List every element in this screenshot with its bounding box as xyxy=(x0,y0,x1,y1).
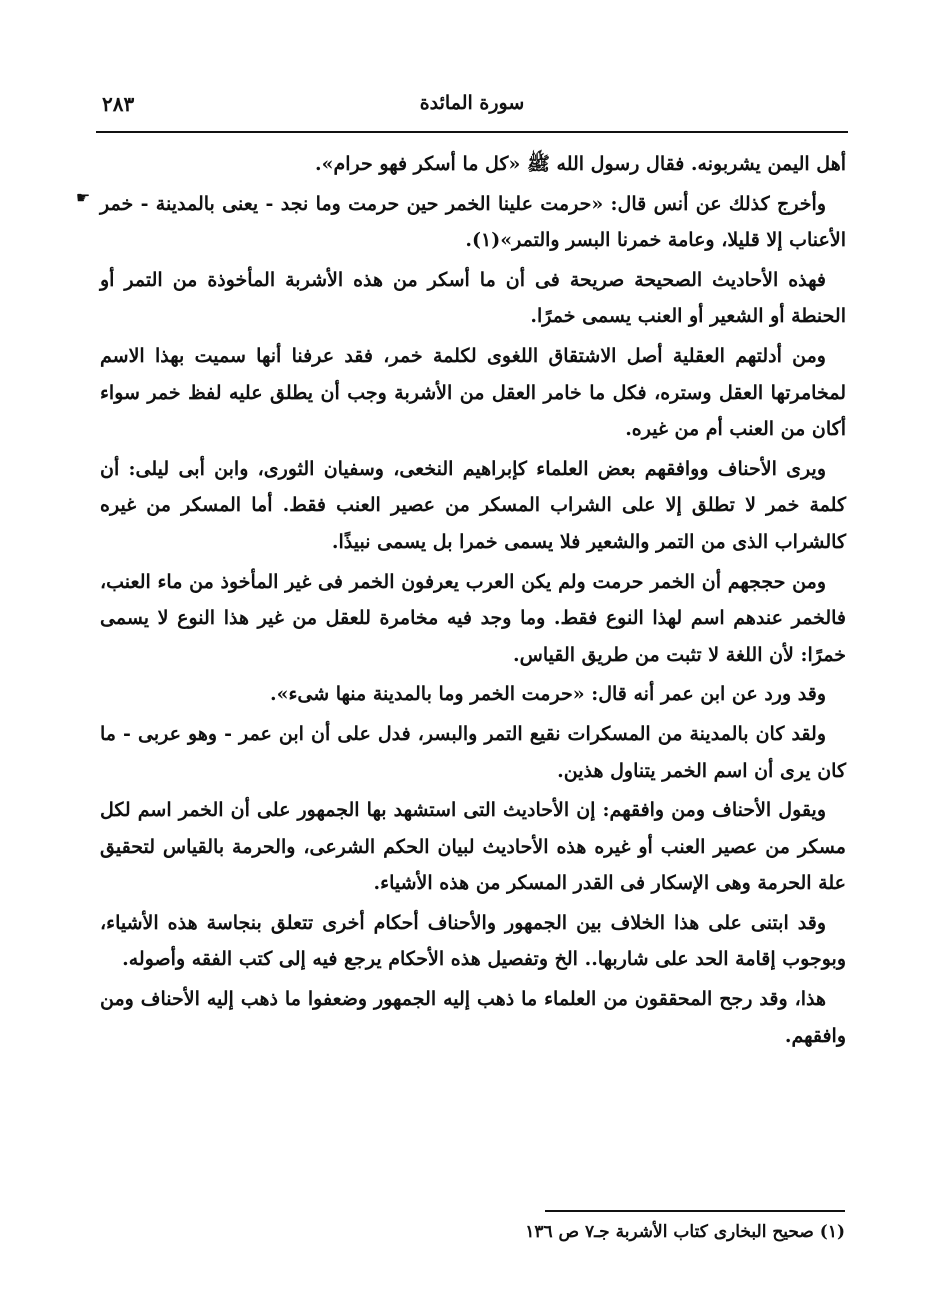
paragraph: ويرى الأحناف ووافقهم بعض العلماء كإبراهيم النخعى، وسفيان الثورى، وابن أبى ليلى: أن كلمة خمر لا تطلق إلا على الشراب المسكر من عصير العنب فقط. أما المسكر من غيره كالشراب الذى من التمر والشعير فلا يسمى خمرا بل يسمى نبيذًا. xyxy=(100,457,846,553)
paragraph: وقد ابتنى على هذا الخلاف بين الجمهور والأحناف أحكام أخرى تتعلق بنجاسة هذه الأشياء، وبوجوب إقامة الحد على شاربها.. الخ وتفصيل هذه الأحكام يرجع فيه إلى كتب الفقه وأصوله. xyxy=(100,911,846,971)
page-title: سورة المائدة xyxy=(419,92,525,114)
paragraph: هذا، وقد رجح المحققون من العلماء ما ذهب إليه الجمهور وضعفوا ما ذهب إليه الأحناف ومن وافقهم. xyxy=(100,988,846,1047)
paragraph: ولقد كان بالمدينة من المسكرات نقيع التمر والبسر، فدل على أن ابن عمر - وهو عربى - ما كان يرى أن اسم الخمر يتناول هذين. xyxy=(100,722,846,782)
paragraph: وأخرج كذلك عن أنس قال: «حرمت علينا الخمر حين حرمت وما نجد - يعنى بالمدينة - خمر الأعناب إلا قليلا، وعامة خمرنا البسر والتمر»(١). xyxy=(100,192,846,252)
page-number: ٢٨٣ xyxy=(102,92,135,116)
paragraph: وقد ورد عن ابن عمر أنه قال: «حرمت الخمر وما بالمدينة منها شىء». xyxy=(269,683,826,706)
header-rule xyxy=(96,131,848,133)
body-text xyxy=(100,146,846,1057)
pointing-hand-icon: ☛ xyxy=(75,188,91,207)
paragraph: ويقول الأحناف ومن وافقهم: إن الأحاديث التى استشهد بها الجمهور على أن الخمر اسم لكل مسكر من عصير العنب أو غيره هذه الأحاديث لبيان الحكم الشرعى، والحرمة بالقياس لتحقيق علة الحرمة وهى الإسكار فى القدر المسكر من هذه الأشياء. xyxy=(100,799,846,895)
footnote-rule xyxy=(545,1210,845,1212)
footnote: (١) صحيح البخارى كتاب الأشربة جـ٧ ص ١٣٦ xyxy=(525,1222,845,1242)
page-header xyxy=(96,86,848,126)
paragraph: ومن حججهم أن الخمر حرمت ولم يكن العرب يعرفون الخمر فى غير المأخوذ من ماء العنب، فالخمر عندهم اسم لهذا النوع فقط. وما وجد فيه مخامرة للعقل من غير هذا النوع لا يسمى خمرًا: لأن اللغة لا تثبت من طريق القياس. xyxy=(100,570,846,666)
paragraph: فهذه الأحاديث الصحيحة صريحة فى أن ما أسكر من هذه الأشربة المأخوذة من التمر أو الحنطة أو الشعير أو العنب يسمى خمرًا. xyxy=(100,268,846,328)
paragraph: أهل اليمن يشربونه. فقال رسول الله ﷺ «كل ما أسكر فهو حرام». xyxy=(315,153,846,175)
paragraph: ومن أدلتهم العقلية أصل الاشتقاق اللغوى لكلمة خمر، فقد عرفنا أنها سميت بهذا الاسم لمخامرتها العقل وستره، فكل ما خامر العقل من الأشربة وجب أن يطلق عليه لفظ خمر سواء أكان من العنب أم من غيره. xyxy=(100,344,846,441)
